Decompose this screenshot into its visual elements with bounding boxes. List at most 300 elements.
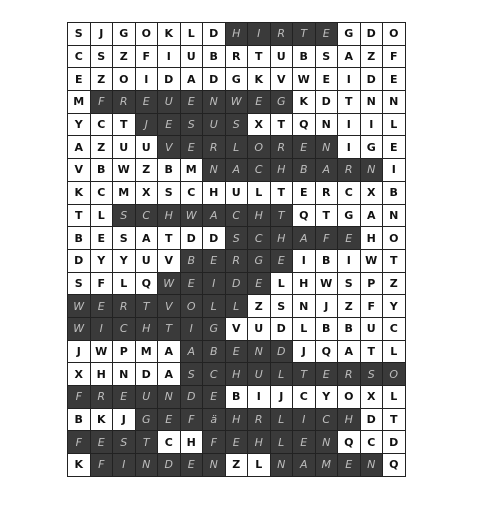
letter-cell[interactable]: V: [270, 68, 293, 91]
letter-cell[interactable]: B: [293, 159, 316, 182]
letter-cell[interactable]: E: [293, 431, 316, 454]
letter-cell[interactable]: E: [90, 295, 113, 318]
letter-cell[interactable]: D: [203, 23, 226, 46]
letter-cell[interactable]: I: [135, 68, 158, 91]
letter-cell[interactable]: L: [270, 363, 293, 386]
letter-cell[interactable]: A: [293, 454, 316, 477]
letter-cell[interactable]: I: [248, 23, 271, 46]
letter-cell[interactable]: B: [338, 317, 361, 340]
letter-cell[interactable]: W: [360, 249, 383, 272]
letter-cell[interactable]: N: [383, 204, 406, 227]
letter-cell[interactable]: E: [315, 68, 338, 91]
letter-cell[interactable]: S: [90, 45, 113, 68]
letter-cell[interactable]: D: [360, 23, 383, 46]
letter-cell[interactable]: N: [158, 386, 181, 409]
letter-cell[interactable]: E: [158, 113, 181, 136]
letter-cell[interactable]: I: [383, 159, 406, 182]
letter-cell[interactable]: M: [180, 159, 203, 182]
letter-cell[interactable]: J: [270, 386, 293, 409]
letter-cell[interactable]: D: [315, 91, 338, 114]
letter-cell[interactable]: T: [113, 113, 136, 136]
letter-cell[interactable]: X: [135, 181, 158, 204]
letter-cell[interactable]: C: [225, 204, 248, 227]
letter-cell[interactable]: D: [180, 386, 203, 409]
letter-cell[interactable]: I: [293, 249, 316, 272]
letter-cell[interactable]: R: [338, 159, 361, 182]
letter-cell[interactable]: G: [270, 91, 293, 114]
letter-cell[interactable]: S: [113, 204, 136, 227]
letter-cell[interactable]: Y: [68, 113, 91, 136]
letter-cell[interactable]: V: [68, 159, 91, 182]
letter-cell[interactable]: S: [225, 113, 248, 136]
letter-cell[interactable]: E: [113, 386, 136, 409]
letter-cell[interactable]: A: [180, 340, 203, 363]
letter-cell[interactable]: T: [158, 317, 181, 340]
letter-cell[interactable]: I: [113, 454, 136, 477]
letter-cell[interactable]: E: [270, 249, 293, 272]
letter-cell[interactable]: R: [270, 136, 293, 159]
letter-cell[interactable]: F: [383, 45, 406, 68]
letter-cell[interactable]: E: [315, 23, 338, 46]
letter-cell[interactable]: D: [383, 431, 406, 454]
letter-cell[interactable]: R: [338, 363, 361, 386]
letter-cell[interactable]: R: [113, 91, 136, 114]
letter-cell[interactable]: Y: [90, 249, 113, 272]
letter-cell[interactable]: W: [68, 317, 91, 340]
letter-cell[interactable]: N: [315, 136, 338, 159]
letter-cell[interactable]: L: [270, 431, 293, 454]
letter-cell[interactable]: J: [90, 23, 113, 46]
letter-cell[interactable]: L: [113, 272, 136, 295]
letter-cell[interactable]: S: [113, 227, 136, 250]
letter-cell[interactable]: K: [293, 91, 316, 114]
letter-cell[interactable]: N: [315, 431, 338, 454]
letter-cell[interactable]: E: [203, 249, 226, 272]
letter-cell[interactable]: P: [360, 272, 383, 295]
letter-cell[interactable]: H: [248, 431, 271, 454]
letter-cell[interactable]: L: [225, 295, 248, 318]
letter-cell[interactable]: S: [68, 23, 91, 46]
letter-cell[interactable]: R: [225, 45, 248, 68]
letter-cell[interactable]: R: [113, 295, 136, 318]
letter-cell[interactable]: N: [360, 454, 383, 477]
letter-cell[interactable]: U: [135, 386, 158, 409]
letter-cell[interactable]: Z: [90, 68, 113, 91]
letter-cell[interactable]: U: [135, 136, 158, 159]
letter-cell[interactable]: X: [360, 181, 383, 204]
letter-cell[interactable]: L: [225, 136, 248, 159]
letter-cell[interactable]: X: [68, 363, 91, 386]
letter-cell[interactable]: E: [248, 91, 271, 114]
letter-cell[interactable]: K: [248, 68, 271, 91]
letter-cell[interactable]: I: [338, 68, 361, 91]
letter-cell[interactable]: E: [315, 363, 338, 386]
letter-cell[interactable]: H: [270, 227, 293, 250]
letter-cell[interactable]: T: [293, 23, 316, 46]
letter-cell[interactable]: L: [293, 317, 316, 340]
letter-cell[interactable]: H: [225, 23, 248, 46]
letter-cell[interactable]: V: [158, 249, 181, 272]
letter-cell[interactable]: O: [113, 68, 136, 91]
letter-cell[interactable]: I: [360, 113, 383, 136]
letter-cell[interactable]: D: [158, 68, 181, 91]
letter-cell[interactable]: G: [248, 249, 271, 272]
letter-cell[interactable]: D: [225, 272, 248, 295]
letter-cell[interactable]: C: [338, 181, 361, 204]
letter-cell[interactable]: Y: [315, 386, 338, 409]
letter-cell[interactable]: H: [225, 408, 248, 431]
letter-cell[interactable]: K: [68, 454, 91, 477]
letter-cell[interactable]: S: [68, 272, 91, 295]
letter-cell[interactable]: O: [135, 23, 158, 46]
letter-cell[interactable]: O: [248, 136, 271, 159]
letter-cell[interactable]: S: [360, 363, 383, 386]
letter-cell[interactable]: J: [68, 340, 91, 363]
letter-cell[interactable]: E: [383, 68, 406, 91]
letter-cell[interactable]: A: [225, 159, 248, 182]
letter-cell[interactable]: C: [135, 204, 158, 227]
letter-cell[interactable]: G: [203, 317, 226, 340]
letter-cell[interactable]: Z: [225, 454, 248, 477]
letter-cell[interactable]: U: [180, 45, 203, 68]
letter-cell[interactable]: U: [203, 113, 226, 136]
letter-cell[interactable]: M: [135, 340, 158, 363]
letter-cell[interactable]: W: [315, 272, 338, 295]
letter-cell[interactable]: O: [338, 386, 361, 409]
letter-cell[interactable]: N: [315, 113, 338, 136]
letter-cell[interactable]: U: [158, 91, 181, 114]
letter-cell[interactable]: J: [293, 340, 316, 363]
letter-cell[interactable]: L: [270, 272, 293, 295]
letter-cell[interactable]: S: [180, 363, 203, 386]
letter-cell[interactable]: Z: [338, 295, 361, 318]
letter-cell[interactable]: Z: [383, 272, 406, 295]
letter-cell[interactable]: L: [203, 295, 226, 318]
letter-cell[interactable]: B: [203, 340, 226, 363]
letter-cell[interactable]: U: [270, 45, 293, 68]
letter-cell[interactable]: G: [338, 23, 361, 46]
letter-cell[interactable]: H: [360, 227, 383, 250]
letter-cell[interactable]: U: [248, 363, 271, 386]
letter-cell[interactable]: C: [68, 45, 91, 68]
letter-cell[interactable]: L: [180, 23, 203, 46]
letter-cell[interactable]: E: [180, 136, 203, 159]
letter-cell[interactable]: D: [360, 408, 383, 431]
letter-cell[interactable]: M: [68, 91, 91, 114]
letter-cell[interactable]: Q: [293, 113, 316, 136]
letter-cell[interactable]: S: [315, 45, 338, 68]
letter-cell[interactable]: N: [293, 295, 316, 318]
letter-cell[interactable]: N: [203, 454, 226, 477]
letter-cell[interactable]: E: [180, 454, 203, 477]
letter-cell[interactable]: B: [68, 408, 91, 431]
letter-cell[interactable]: H: [338, 408, 361, 431]
letter-cell[interactable]: D: [180, 227, 203, 250]
letter-cell[interactable]: G: [135, 408, 158, 431]
letter-cell[interactable]: Z: [248, 295, 271, 318]
letter-cell[interactable]: C: [293, 386, 316, 409]
letter-cell[interactable]: H: [158, 204, 181, 227]
letter-cell[interactable]: K: [158, 23, 181, 46]
letter-cell[interactable]: H: [293, 272, 316, 295]
letter-cell[interactable]: B: [293, 45, 316, 68]
letter-cell[interactable]: U: [225, 181, 248, 204]
letter-cell[interactable]: U: [248, 317, 271, 340]
letter-cell[interactable]: F: [68, 431, 91, 454]
letter-cell[interactable]: F: [90, 91, 113, 114]
letter-cell[interactable]: R: [270, 23, 293, 46]
letter-cell[interactable]: N: [383, 91, 406, 114]
letter-cell[interactable]: Y: [113, 249, 136, 272]
letter-cell[interactable]: O: [383, 227, 406, 250]
letter-cell[interactable]: H: [270, 159, 293, 182]
letter-cell[interactable]: W: [293, 68, 316, 91]
letter-cell[interactable]: Z: [113, 45, 136, 68]
letter-cell[interactable]: F: [135, 45, 158, 68]
letter-cell[interactable]: A: [135, 227, 158, 250]
letter-cell[interactable]: W: [225, 91, 248, 114]
letter-cell[interactable]: O: [383, 23, 406, 46]
letter-cell[interactable]: H: [180, 431, 203, 454]
letter-cell[interactable]: M: [315, 454, 338, 477]
letter-cell[interactable]: E: [225, 431, 248, 454]
letter-cell[interactable]: N: [360, 159, 383, 182]
letter-cell[interactable]: V: [225, 317, 248, 340]
letter-cell[interactable]: A: [158, 340, 181, 363]
letter-cell[interactable]: T: [383, 408, 406, 431]
letter-cell[interactable]: ä: [203, 408, 226, 431]
letter-cell[interactable]: E: [90, 227, 113, 250]
letter-cell[interactable]: B: [90, 159, 113, 182]
letter-cell[interactable]: T: [270, 113, 293, 136]
letter-cell[interactable]: N: [113, 363, 136, 386]
letter-cell[interactable]: C: [180, 181, 203, 204]
letter-cell[interactable]: Q: [293, 204, 316, 227]
letter-cell[interactable]: L: [383, 386, 406, 409]
letter-cell[interactable]: I: [248, 386, 271, 409]
letter-cell[interactable]: I: [203, 272, 226, 295]
letter-cell[interactable]: T: [360, 340, 383, 363]
letter-cell[interactable]: L: [248, 454, 271, 477]
letter-cell[interactable]: A: [338, 45, 361, 68]
letter-cell[interactable]: N: [203, 91, 226, 114]
letter-cell[interactable]: T: [270, 181, 293, 204]
letter-cell[interactable]: E: [158, 408, 181, 431]
letter-cell[interactable]: L: [383, 340, 406, 363]
letter-cell[interactable]: X: [248, 113, 271, 136]
letter-cell[interactable]: A: [315, 159, 338, 182]
letter-cell[interactable]: X: [360, 386, 383, 409]
letter-cell[interactable]: W: [113, 159, 136, 182]
letter-cell[interactable]: I: [180, 317, 203, 340]
letter-cell[interactable]: S: [270, 295, 293, 318]
letter-cell[interactable]: U: [113, 136, 136, 159]
letter-cell[interactable]: C: [158, 431, 181, 454]
letter-cell[interactable]: T: [270, 204, 293, 227]
letter-cell[interactable]: R: [90, 386, 113, 409]
letter-cell[interactable]: F: [90, 272, 113, 295]
letter-cell[interactable]: B: [180, 249, 203, 272]
letter-cell[interactable]: A: [338, 340, 361, 363]
letter-cell[interactable]: E: [338, 227, 361, 250]
letter-cell[interactable]: B: [203, 45, 226, 68]
letter-cell[interactable]: F: [315, 227, 338, 250]
letter-cell[interactable]: T: [135, 431, 158, 454]
letter-cell[interactable]: J: [135, 113, 158, 136]
letter-cell[interactable]: H: [203, 181, 226, 204]
letter-cell[interactable]: V: [158, 295, 181, 318]
letter-cell[interactable]: B: [315, 249, 338, 272]
letter-cell[interactable]: C: [90, 181, 113, 204]
letter-cell[interactable]: C: [248, 227, 271, 250]
letter-cell[interactable]: E: [338, 454, 361, 477]
letter-cell[interactable]: C: [203, 363, 226, 386]
letter-cell[interactable]: Z: [90, 136, 113, 159]
letter-cell[interactable]: E: [68, 68, 91, 91]
letter-cell[interactable]: B: [383, 181, 406, 204]
letter-cell[interactable]: T: [68, 204, 91, 227]
letter-cell[interactable]: C: [315, 408, 338, 431]
letter-cell[interactable]: A: [293, 227, 316, 250]
letter-cell[interactable]: N: [203, 159, 226, 182]
letter-cell[interactable]: H: [135, 317, 158, 340]
letter-cell[interactable]: Y: [383, 295, 406, 318]
letter-cell[interactable]: B: [68, 227, 91, 250]
letter-cell[interactable]: W: [90, 340, 113, 363]
letter-cell[interactable]: T: [248, 45, 271, 68]
letter-cell[interactable]: N: [248, 340, 271, 363]
letter-cell[interactable]: I: [90, 317, 113, 340]
letter-cell[interactable]: D: [270, 340, 293, 363]
letter-cell[interactable]: A: [158, 363, 181, 386]
letter-cell[interactable]: R: [203, 136, 226, 159]
letter-cell[interactable]: B: [225, 386, 248, 409]
letter-cell[interactable]: O: [180, 295, 203, 318]
letter-cell[interactable]: K: [90, 408, 113, 431]
letter-cell[interactable]: Q: [383, 454, 406, 477]
letter-cell[interactable]: S: [338, 272, 361, 295]
letter-cell[interactable]: I: [293, 408, 316, 431]
letter-cell[interactable]: L: [270, 408, 293, 431]
letter-cell[interactable]: F: [180, 408, 203, 431]
letter-cell[interactable]: J: [113, 408, 136, 431]
letter-cell[interactable]: L: [383, 113, 406, 136]
letter-cell[interactable]: I: [338, 113, 361, 136]
letter-cell[interactable]: A: [203, 204, 226, 227]
letter-cell[interactable]: E: [225, 340, 248, 363]
letter-cell[interactable]: U: [135, 249, 158, 272]
letter-cell[interactable]: H: [248, 204, 271, 227]
letter-cell[interactable]: E: [203, 386, 226, 409]
letter-cell[interactable]: A: [68, 136, 91, 159]
letter-cell[interactable]: N: [360, 91, 383, 114]
letter-cell[interactable]: F: [68, 386, 91, 409]
letter-cell[interactable]: Q: [135, 272, 158, 295]
letter-cell[interactable]: B: [315, 317, 338, 340]
letter-cell[interactable]: E: [248, 272, 271, 295]
letter-cell[interactable]: G: [360, 136, 383, 159]
letter-cell[interactable]: Q: [338, 431, 361, 454]
letter-cell[interactable]: T: [338, 91, 361, 114]
letter-cell[interactable]: B: [158, 159, 181, 182]
letter-cell[interactable]: K: [68, 181, 91, 204]
letter-cell[interactable]: V: [158, 136, 181, 159]
letter-cell[interactable]: N: [135, 454, 158, 477]
letter-cell[interactable]: E: [293, 181, 316, 204]
letter-cell[interactable]: C: [90, 113, 113, 136]
letter-cell[interactable]: E: [135, 91, 158, 114]
letter-cell[interactable]: I: [338, 249, 361, 272]
letter-cell[interactable]: E: [383, 136, 406, 159]
letter-cell[interactable]: G: [338, 204, 361, 227]
letter-cell[interactable]: R: [225, 249, 248, 272]
letter-cell[interactable]: E: [90, 431, 113, 454]
letter-cell[interactable]: H: [225, 363, 248, 386]
letter-cell[interactable]: W: [180, 204, 203, 227]
letter-cell[interactable]: S: [180, 113, 203, 136]
letter-cell[interactable]: S: [158, 181, 181, 204]
letter-cell[interactable]: Z: [135, 159, 158, 182]
letter-cell[interactable]: R: [315, 181, 338, 204]
letter-cell[interactable]: D: [135, 363, 158, 386]
letter-cell[interactable]: C: [383, 317, 406, 340]
letter-cell[interactable]: C: [113, 317, 136, 340]
letter-cell[interactable]: M: [113, 181, 136, 204]
letter-cell[interactable]: A: [360, 204, 383, 227]
letter-cell[interactable]: N: [270, 454, 293, 477]
letter-cell[interactable]: C: [360, 431, 383, 454]
letter-cell[interactable]: L: [248, 181, 271, 204]
letter-cell[interactable]: E: [293, 136, 316, 159]
letter-cell[interactable]: G: [225, 68, 248, 91]
letter-cell[interactable]: D: [203, 227, 226, 250]
letter-cell[interactable]: W: [68, 295, 91, 318]
letter-cell[interactable]: I: [338, 136, 361, 159]
letter-cell[interactable]: A: [180, 68, 203, 91]
letter-cell[interactable]: P: [113, 340, 136, 363]
letter-cell[interactable]: F: [90, 454, 113, 477]
letter-cell[interactable]: U: [360, 317, 383, 340]
letter-cell[interactable]: H: [90, 363, 113, 386]
letter-cell[interactable]: D: [360, 68, 383, 91]
letter-cell[interactable]: D: [270, 317, 293, 340]
letter-cell[interactable]: O: [383, 363, 406, 386]
letter-cell[interactable]: L: [90, 204, 113, 227]
letter-cell[interactable]: F: [203, 431, 226, 454]
letter-cell[interactable]: D: [68, 249, 91, 272]
letter-cell[interactable]: E: [180, 272, 203, 295]
letter-cell[interactable]: D: [203, 68, 226, 91]
letter-cell[interactable]: T: [293, 363, 316, 386]
letter-cell[interactable]: T: [383, 249, 406, 272]
letter-cell[interactable]: Z: [360, 45, 383, 68]
letter-cell[interactable]: W: [158, 272, 181, 295]
letter-cell[interactable]: S: [113, 431, 136, 454]
letter-cell[interactable]: T: [315, 204, 338, 227]
letter-cell[interactable]: D: [158, 454, 181, 477]
letter-cell[interactable]: F: [360, 295, 383, 318]
letter-cell[interactable]: G: [113, 23, 136, 46]
letter-cell[interactable]: R: [248, 408, 271, 431]
letter-cell[interactable]: C: [248, 159, 271, 182]
letter-cell[interactable]: Q: [315, 340, 338, 363]
letter-cell[interactable]: S: [225, 227, 248, 250]
letter-cell[interactable]: E: [180, 91, 203, 114]
letter-cell[interactable]: T: [158, 227, 181, 250]
letter-cell[interactable]: T: [135, 295, 158, 318]
letter-cell[interactable]: I: [158, 45, 181, 68]
letter-cell[interactable]: J: [315, 295, 338, 318]
